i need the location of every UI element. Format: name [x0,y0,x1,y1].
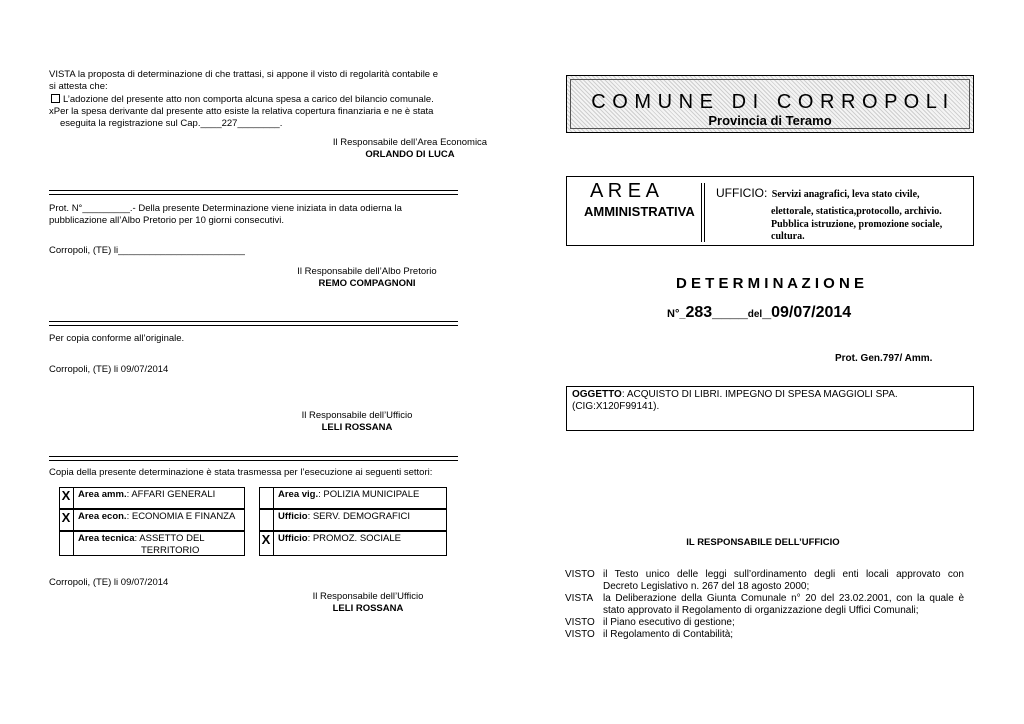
check-copertura [49,106,469,130]
check-no-spesa [49,94,469,106]
sector-value: : POLIZIA MUNICIPALE [318,489,420,500]
visto-row [565,617,964,629]
sector-entry [78,489,215,501]
visto-key: VISTO [565,617,595,628]
num-prefix: N°_ [667,308,686,320]
num-value: 283____ [685,304,748,321]
oggetto-text [572,389,970,413]
copia-conforme: Per copia conforme all’originale. [49,333,185,344]
ufficio-line-1: Servizi anagrafici, leva stato civile, [771,189,920,200]
visto-regolarita [49,69,469,93]
divider-1 [49,190,458,195]
trasmessa-text: Copia della presente determinazione è stata trasmessa per l’esecuzione ai seguenti settori: [49,467,433,478]
corropoli-date-2: Corropoli, (TE) li 09/07/2014 [49,577,169,588]
sector-entry [78,533,205,545]
sector-mark-divider [73,487,74,556]
sector-mark[interactable]: X [261,532,271,547]
provincia-title: Provincia di Teramo [708,113,832,128]
signature-ufficio-1 [207,410,507,434]
sector-label: Area vig. [278,489,319,500]
sector-mark-divider [273,487,274,556]
econ-name: ORLANDO DI LUCA [365,149,455,160]
check-no-spesa-text: L’adozione del presente atto non comporta alcuna spesa a carico del bilancio comunale. [63,94,434,105]
corropoli-blank: Corropoli, (TE) li________________________ [49,245,245,256]
determinazione-number [667,302,851,326]
sector-value: : PROMOZ. SOCIALE [307,533,401,544]
visto-text: il Testo unico delle leggi sull’ordinamento degli enti locali approvato con [603,569,964,580]
comune-header [566,75,974,133]
visto-list [565,569,964,641]
ufficio-line-4: cultura. [771,231,805,242]
corropoli-date-1: Corropoli, (TE) li 09/07/2014 [49,364,169,375]
albo-name: REMO COMPAGNONI [318,278,416,289]
oggetto-line-1: : ACQUISTO DI LIBRI. IMPEGNO DI SPESA MAGGIOLI SPA. [621,389,898,400]
visto-row [565,629,964,641]
uff-name-1: LELI ROSSANA [321,422,393,433]
sector-label: Area econ. [78,511,127,522]
uff-name-2: LELI ROSSANA [332,603,404,614]
ufficio-line-3: Pubblica istruzione, promozione sociale, [771,218,943,230]
sector-value: : ASSETTO DEL [134,533,205,544]
area-word: A R E A [590,180,659,202]
check-copertura-line-2: eseguita la registrazione sul Cap.____227________. [60,118,283,129]
prot-gen: Prot. Gen.797/ Amm. [835,353,933,364]
sector-label: Ufficio [278,533,308,544]
visto-text: il Regolamento di Contabilità; [603,629,734,640]
uff-role-2: Il Responsabile dell’Ufficio [312,591,424,602]
prot-pubblicazione [49,203,464,227]
sector-label: Area tecnica [78,533,135,544]
sector-value: : AFFARI GENERALI [126,489,216,500]
sector-entry [78,511,235,523]
sector-mark[interactable]: X [61,510,71,525]
visto-row [565,569,964,593]
sector-entry [278,489,419,501]
sector-value-cont: TERRITORIO [141,545,200,556]
sector-value: : ECONOMIA E FINANZA [126,511,236,522]
uff-role-1: Il Responsabile dell’Ufficio [301,410,413,421]
visto-key: VISTO [565,569,595,580]
oggetto-label: OGGETTO [572,389,622,400]
visto-text-cont: stato approvato il Regolamento di organizzazione degli Uffici Comunali; [603,605,919,616]
signature-albo [217,266,517,290]
sector-mark[interactable]: X [61,488,71,503]
del-word: del [747,309,763,320]
visto-key: VISTA [565,593,594,604]
divider-2 [49,321,458,326]
sector-entry [278,533,401,545]
prot-line-1: Prot. N°_________.- Della presente Determinazione viene iniziata in data odierna la [49,203,402,214]
ufficio-lines [771,206,942,244]
sector-label: Ufficio [278,511,308,522]
visto-text: il Piano esecutivo di gestione; [603,617,735,628]
econ-role: Il Responsabile dell’Area Economica [332,137,488,148]
date-value: _09/07/2014 [762,304,852,321]
visto-line-1: VISTA la proposta di determinazione di che trattasi, si appone il visto di regolarità contabile e [49,69,439,80]
checkbox-icon[interactable] [51,94,60,103]
visto-text-cont: Decreto Legislativo n. 267 del 18 agosto 2000; [603,581,810,592]
area-separator [701,183,705,242]
ufficio-label: UFFICIO: [716,186,768,200]
oggetto-line-2: (CIG:X120F99141). [572,401,660,412]
prot-line-2: pubblicazione all’Albo Pretorio per 10 giorni consecutivi. [49,215,284,226]
signature-econ [260,137,560,161]
area-sub: AMMINISTRATIVA [584,204,695,219]
sector-entry [278,511,410,523]
ufficio-block [716,186,971,202]
check-copertura-line-1: xPer la spesa derivante dal presente atto esiste la relativa copertura finanziaria e ne è stata [49,106,434,117]
sector-value: : SERV. DEMOGRAFICI [307,511,410,522]
determinazione-title: D E T E R M I N A Z I O N E [675,275,865,292]
visto-text: la Deliberazione della Giunta Comunale n° 20 del 23.02.2001, con la quale è [603,593,964,604]
signature-ufficio-2 [218,591,518,615]
divider-3 [49,456,458,461]
visto-line-2: si attesta che: [49,81,108,92]
sector-label: Area amm. [78,489,127,500]
ufficio-line-2: elettorale, statistica,protocollo, archivio. [771,206,942,217]
comune-title: C O M U N E D I C O R R O P O L I [591,91,949,113]
visto-row [565,593,964,617]
responsabile-title: IL RESPONSABILE DELL’UFFICIO [686,537,840,548]
visto-key: VISTO [565,629,595,640]
albo-role: Il Responsabile dell’Albo Pretorio [297,266,437,277]
